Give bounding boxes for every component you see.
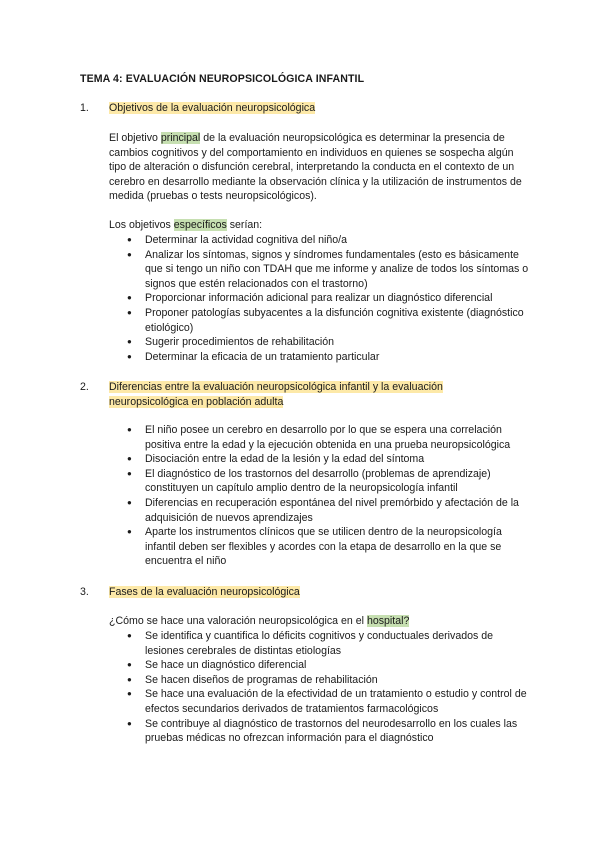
list-item: ● El niño posee un cerebro en desarrollo por lo que se espera una correlación positiva entre la edad y la ejecución obtenida en una prueba neuropsicológica: [109, 423, 529, 452]
list-item: ● Determinar la eficacia de un tratamiento particular: [109, 350, 529, 365]
section-2-list: [109, 423, 529, 569]
list-item: ● Determinar la actividad cognitiva del niño/a: [109, 233, 529, 248]
section-1-heading: [80, 101, 315, 116]
list-item: ● Se hace una evaluación de la efectividad de un tratamiento o estudio y control de efectos secundarios derivados de tratamientos farmacológicos: [109, 687, 529, 716]
list-item: ● El diagnóstico de los trastornos del desarrollo (problemas de aprendizaje) constituyen un capítulo amplio dentro de la neuropsicología infantil: [109, 467, 529, 496]
list-item: ● Disociación entre la edad de la lesión y la edad del síntoma: [109, 452, 529, 467]
keyword-highlight: principal: [160, 132, 201, 144]
section-title: Fases de la evaluación neuropsicológica: [109, 586, 300, 598]
section-3-heading: [80, 585, 300, 600]
section-number: 1.: [80, 102, 89, 114]
section-title: Diferencias entre la evaluación neuropsicológica infantil y la evaluación neuropsicológica en población adulta: [109, 381, 443, 408]
section-title: Objetivos de la evaluación neuropsicológica: [109, 102, 316, 114]
list-item: ● Se hacen diseños de programas de rehabilitación: [109, 673, 529, 688]
list-item: ● Proponer patologías subyacentes a la disfunción cognitiva existente (diagnóstico etiológico): [109, 306, 529, 335]
list-item: ● Sugerir procedimientos de rehabilitación: [109, 335, 529, 350]
question-text: ¿Cómo se hace una valoración neuropsicológica en el: [109, 615, 367, 627]
list-item: ● Proporcionar información adicional para realizar un diagnóstico diferencial: [109, 291, 529, 306]
section-3-question: [109, 614, 529, 629]
list-item: ● Se contribuye al diagnóstico de trastornos del neurodesarrollo en los cuales las pruebas médicas no ofrezcan información para el diagnóstico: [109, 717, 529, 746]
section-3-list: [109, 629, 529, 746]
document-title: TEMA 4: EVALUACIÓN NEUROPSICOLÓGICA INFANTIL: [80, 73, 365, 85]
list-item: ● Analizar los síntomas, signos y síndromes fundamentales (esto es básicamente que si tengo un niño con TDAH que me informe y analize de todos los síntomas o signos que estén relacionados con el trastorno): [109, 248, 529, 292]
intro-text: El objetivo: [109, 132, 161, 144]
keyword-highlight: hospital?: [366, 615, 410, 627]
list-intro-text-cont: serían:: [226, 219, 263, 231]
list-item: ● Se identifica y cuantifica lo déficits cognitivos y conductuales derivados de lesiones cerebrales de distintas etiologías: [109, 629, 529, 658]
list-intro-text: Los objetivos: [109, 219, 174, 231]
keyword-highlight: específicos: [173, 219, 227, 231]
section-1-list: [109, 233, 529, 364]
list-item: ● Se hace un diagnóstico diferencial: [109, 658, 529, 673]
section-number: 2.: [80, 381, 89, 393]
section-1-intro: [109, 131, 529, 204]
intro-text-cont: de la evaluación neuropsicológica es determinar la presencia de cambios cognitivos y del comportamiento en individuos en quienes se sospecha algún tipo de alteración o disfunción cerebral, interpretando la conducta en el contexto de un cerebro en desarrollo mediante la observación clínica y la utilización de instrumentos de medida (pruebas o tests neuropsicológicos).: [109, 132, 522, 203]
list-item: ● Diferencias en recuperación espontánea del nivel premórbido y afectación de la adquisición de nuevos aprendizajes: [109, 496, 529, 525]
list-item: ● Aparte los instrumentos clínicos que se utilicen dentro de la neuropsicología infantil deben ser flexibles y acordes con la etapa de desarrollo en la que se encuentra el niño: [109, 525, 529, 569]
section-1-list-intro: [109, 218, 529, 233]
section-number: 3.: [80, 586, 89, 598]
